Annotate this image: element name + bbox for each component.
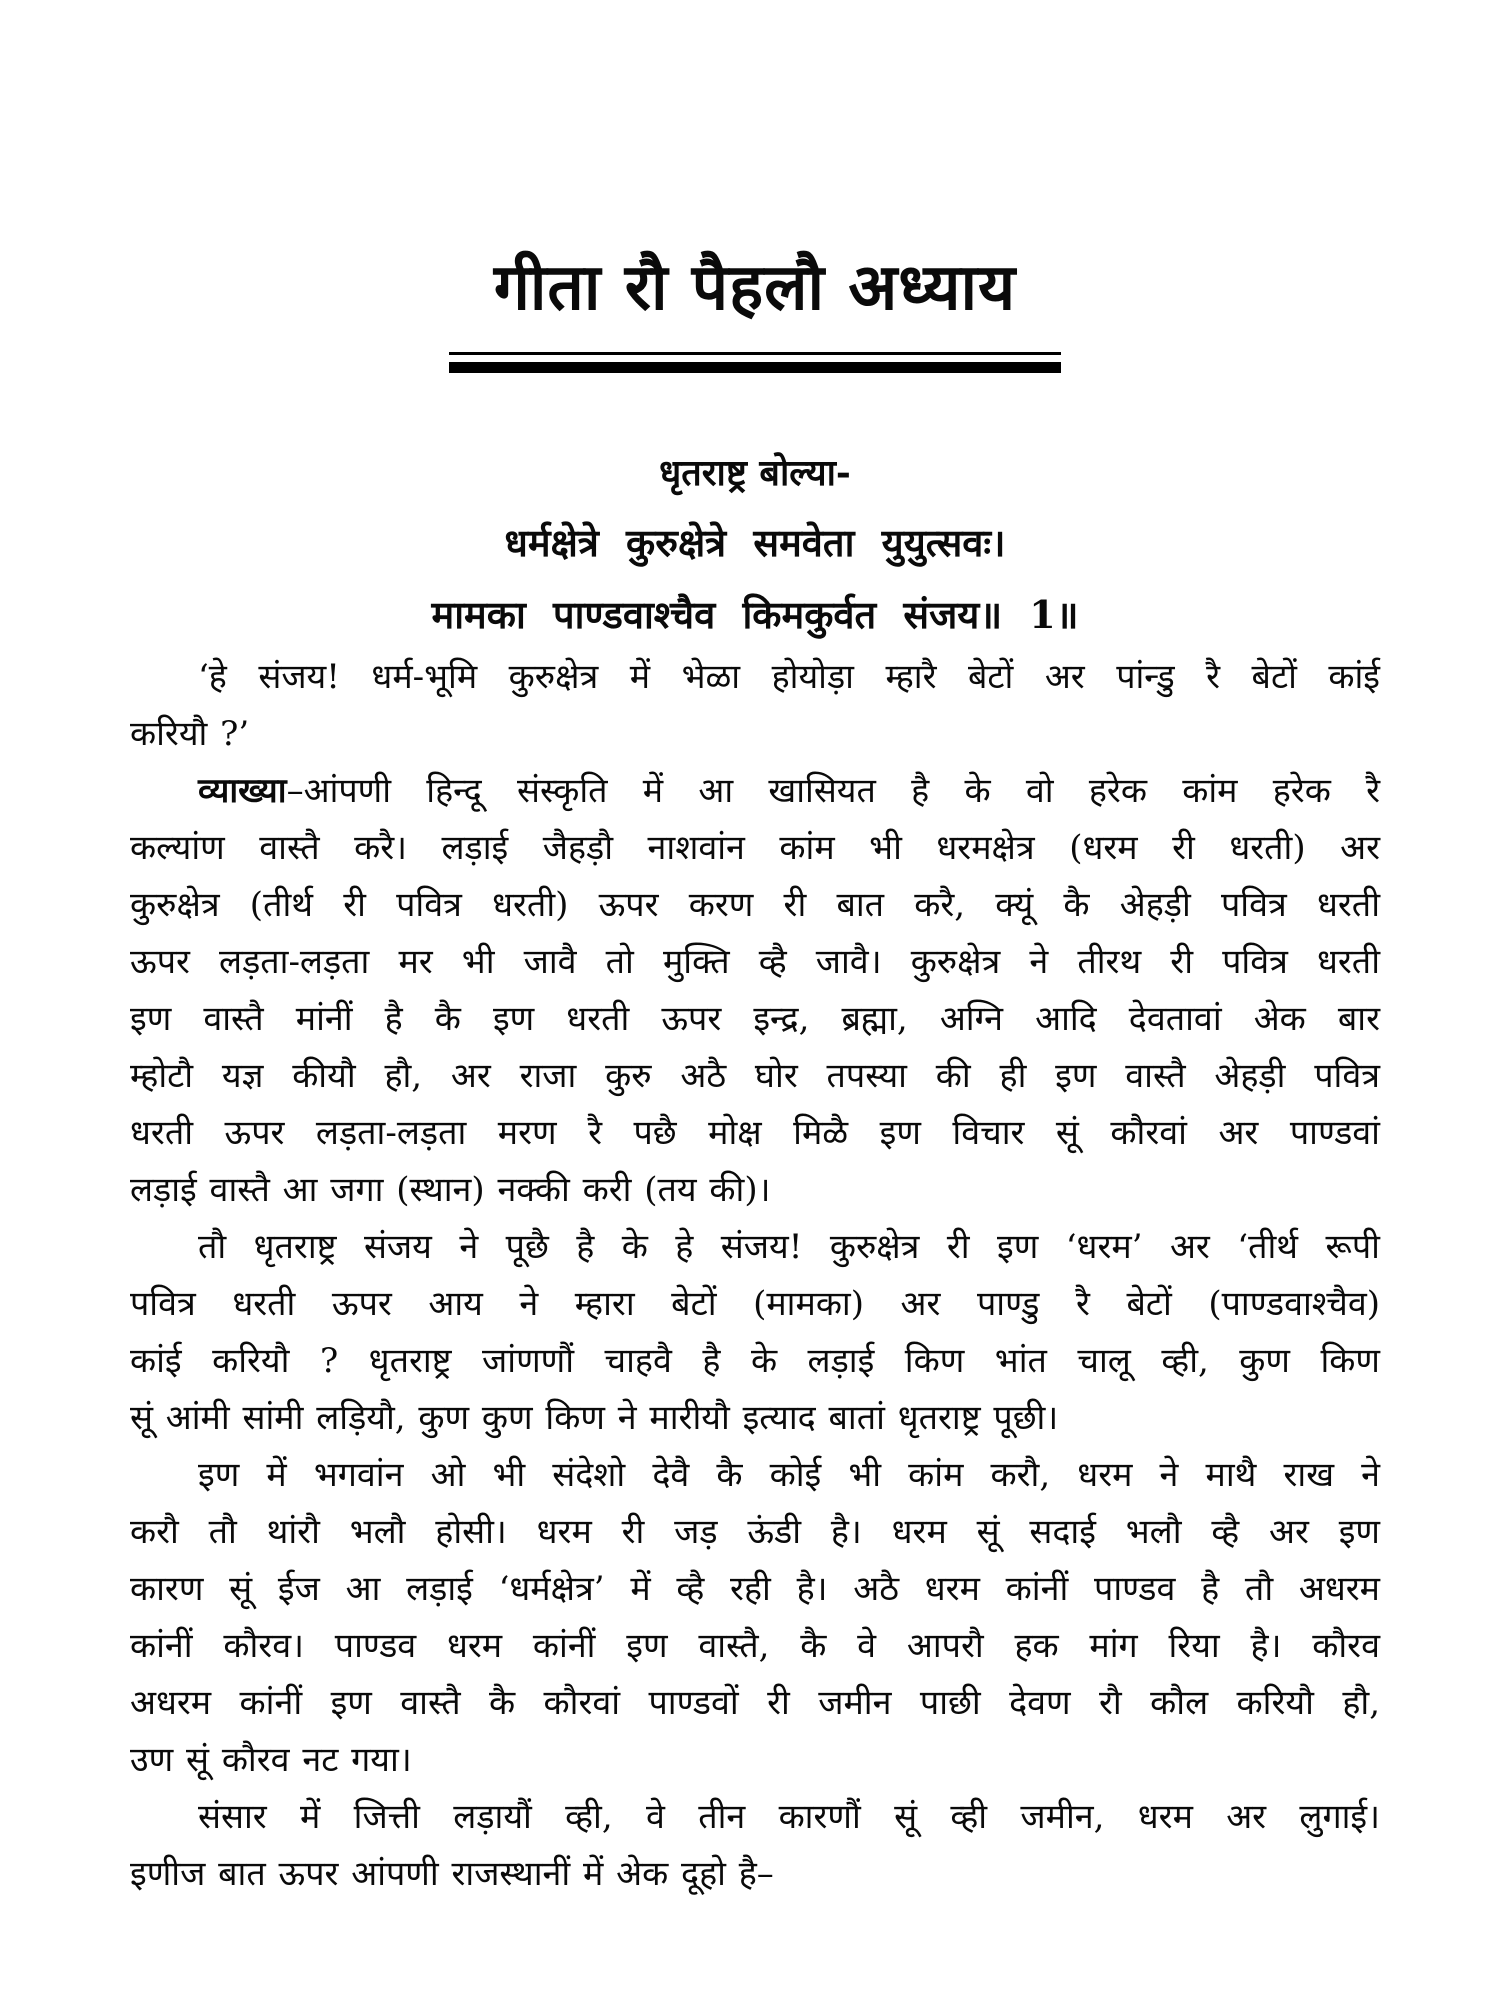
text-line: करौ तौ थांरौ भलौ होसी। धरम री जड़ ऊंडी है। धरम सूं सदाई भलौ व्है अर इण bbox=[130, 1512, 1380, 1552]
verse-line-1: धर्मक्षेत्रे कुरुक्षेत्रे समवेता युयुत्सवः। bbox=[504, 520, 1006, 565]
text-line: इण वास्तै मांनीं है कै इण धरती ऊपर इन्द्र, ब्रह्मा, अग्नि आदि देवतावां अेक बार bbox=[130, 999, 1380, 1039]
text-line: कांई करियौ ? धृतराष्ट्र जांणणौं चाहवै है के लड़ाई किण भांत चालू व्ही, कुण किण bbox=[130, 1341, 1380, 1381]
paragraph bbox=[130, 649, 1380, 763]
paragraph bbox=[130, 1219, 1380, 1447]
text-line: इण में भगवांन ओ भी संदेशो देवै कै कोई भी कांम करौ, धरम ने माथै राख ने bbox=[198, 1455, 1380, 1495]
verse-block bbox=[130, 519, 1380, 639]
paragraph bbox=[130, 763, 1380, 1219]
text-line: कांनीं कौरव। पाण्डव धरम कांनीं इण वास्तै, कै वे आपरौ हक मांग रिया है। कौरव bbox=[130, 1626, 1380, 1666]
text-line: ‘हे संजय! धर्म-भूमि कुरुक्षेत्र में भेळा होयोड़ा म्हारै बेटों अर पांन्डु रै बेटों कांई bbox=[198, 657, 1380, 697]
text-line: कल्यांण वास्तै करै। लड़ाई जैहड़ौ नाशवांन कांम भी धरमक्षेत्र (धरम री धरती) अर bbox=[130, 828, 1380, 868]
title-rule-thin-line bbox=[449, 352, 1061, 355]
verse-line-2: मामका पाण्डवाश्चैव किमकुर्वत संजय॥ 1॥ bbox=[431, 592, 1079, 637]
lead-word: व्याख्या bbox=[198, 771, 287, 811]
paragraph bbox=[130, 1447, 1380, 1789]
chapter-title: गीता रौ पैहलौ अध्याय bbox=[493, 250, 1017, 325]
body-text bbox=[130, 649, 1380, 1903]
text-line: व्याख्या–आंपणी हिन्दू संस्कृति में आ खासियत है के वो हरेक कांम हरेक रै bbox=[198, 771, 1380, 811]
text-line: कुरुक्षेत्र (तीर्थ री पवित्र धरती) ऊपर करण री बात करै, क्यूं कै अेहड़ी पवित्र धरती bbox=[130, 885, 1380, 925]
text-line: संसार में जित्ती लड़ायौं व्ही, वे तीन कारणौं सूं व्ही जमीन, धरम अर लुगाई। bbox=[198, 1797, 1380, 1837]
text-line: सूं आंमी सांमी लड़ियौ, कुण कुण किण ने मारीयौ इत्याद बातां धृतराष्ट्र पूछी। bbox=[130, 1398, 1059, 1438]
page-content bbox=[0, 238, 1500, 1903]
text-line: इणीज बात ऊपर आंपणी राजस्थानीं में अेक दूहो है– bbox=[130, 1854, 774, 1894]
text-line: लड़ाई वास्तै आ जगा (स्थान) नक्की करी (तय की)। bbox=[130, 1170, 771, 1210]
text-line: पवित्र धरती ऊपर आय ने म्हारा बेटों (मामका) अर पाण्डु रै बेटों (पाण्डवाश्चैव) bbox=[130, 1284, 1380, 1324]
text-line: ऊपर लड़ता-लड़ता मर भी जावै तो मुक्ति व्है जावै। कुरुक्षेत्र ने तीरथ री पवित्र धरती bbox=[130, 942, 1380, 982]
paragraph bbox=[130, 1789, 1380, 1903]
title-rule-thick-line bbox=[449, 362, 1061, 373]
text-line: म्होटौ यज्ञ कीयौ हौ, अर राजा कुरु अठै घोर तपस्या की ही इण वास्तै अेहड़ी पवित्र bbox=[130, 1056, 1380, 1096]
text-line: धरती ऊपर लड़ता-लड़ता मरण रै पछै मोक्ष मिळै इण विचार सूं कौरवां अर पाण्डवां bbox=[130, 1113, 1380, 1153]
title-rule bbox=[449, 352, 1061, 373]
text-line: करियौ ?’ bbox=[130, 714, 250, 754]
speaker-line: धृतराष्ट्र बोल्या- bbox=[659, 452, 851, 494]
text-line: अधरम कांनीं इण वास्तै कै कौरवां पाण्डवों री जमीन पाछी देवण रौ कौल करियौ हौ, bbox=[130, 1683, 1380, 1723]
text-line: उण सूं कौरव नट गया। bbox=[130, 1740, 412, 1780]
text-line: तौ धृतराष्ट्र संजय ने पूछै है के हे संजय! कुरुक्षेत्र री इण ‘धरम’ अर ‘तीर्थ रूपी bbox=[198, 1227, 1380, 1267]
text-line: कारण सूं ईज आ लड़ाई ‘धर्मक्षेत्र’ में व्है रही है। अठै धरम कांनीं पाण्डव है तौ अधरम bbox=[130, 1569, 1380, 1609]
